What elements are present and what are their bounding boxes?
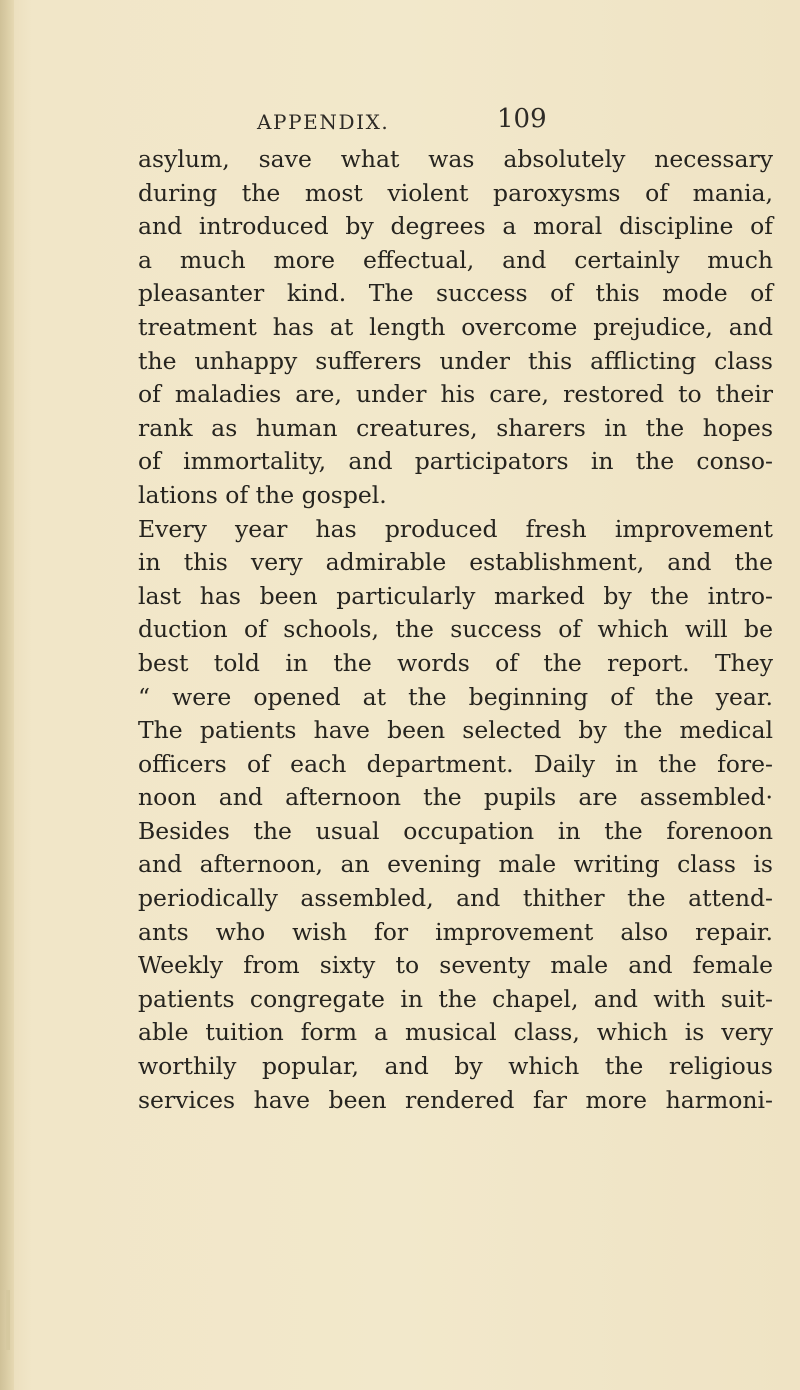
page-stain <box>6 1290 10 1350</box>
text-line: periodically assembled, and thither the attend- <box>138 884 773 913</box>
text-line: and introduced by degrees a moral discipline of <box>138 212 773 241</box>
page-binding-edge <box>0 0 14 1390</box>
page-number: 109 <box>497 104 547 134</box>
body-text <box>138 143 773 1117</box>
text-line: worthily popular, and by which the religious <box>138 1052 773 1081</box>
text-line: ants who wish for improvement also repair. <box>138 917 773 946</box>
text-line: rank as human creatures, sharers in the hopes <box>138 413 773 442</box>
text-line: and afternoon, an evening male writing class is <box>138 850 773 879</box>
text-line: The patients have been selected by the medical <box>138 716 773 745</box>
text-line: during the most violent paroxysms of mania, <box>138 178 773 207</box>
text-line: of immortality, and participators in the conso- <box>138 447 773 476</box>
text-line: treatment has at length overcome prejudice, and <box>138 312 773 341</box>
running-head: APPENDIX. <box>257 110 390 134</box>
text-line: in this very admirable establishment, and the <box>138 548 773 577</box>
text-line: the unhappy sufferers under this afflicting class <box>138 346 773 375</box>
text-line: pleasanter kind. The success of this mode of <box>138 279 773 308</box>
text-line: Every year has produced fresh improvement <box>138 514 773 543</box>
text-line: duction of schools, the success of which will be <box>138 615 773 644</box>
text-line: Weekly from sixty to seventy male and female <box>138 951 773 980</box>
text-line: last has been particularly marked by the intro- <box>138 581 773 610</box>
text-line: noon and afternoon the pupils are assembled· <box>138 783 773 812</box>
text-line: asylum, save what was absolutely necessary <box>138 145 773 173</box>
text-line: able tuition form a musical class, which is very <box>138 1018 773 1047</box>
text-line: “ were opened at the beginning of the year. <box>138 682 773 711</box>
text-line: services have been rendered far more harmoni- <box>138 1085 773 1114</box>
text-line: patients congregate in the chapel, and with suit- <box>138 984 773 1013</box>
text-line: lations of the gospel. <box>138 480 387 509</box>
page-header <box>0 106 800 142</box>
text-line: Besides the usual occupation in the forenoon <box>138 816 773 845</box>
text-line: of maladies are, under his care, restored to their <box>138 380 773 409</box>
text-line: officers of each department. Daily in the fore- <box>138 749 773 778</box>
text-line: a much more effectual, and certainly much <box>138 245 773 274</box>
text-line: best told in the words of the report. They <box>138 648 773 677</box>
